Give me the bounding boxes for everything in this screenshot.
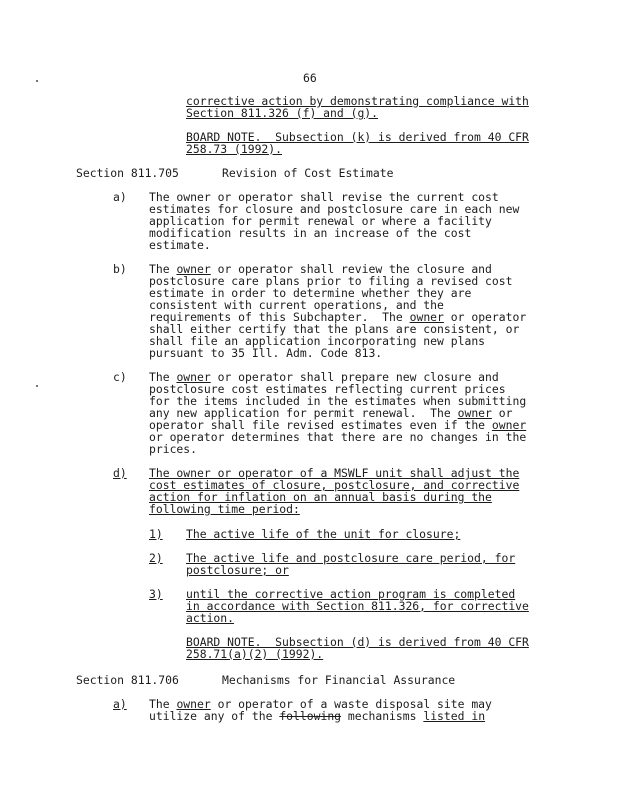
scan-speck	[36, 385, 38, 387]
subsection-line: estimate.	[149, 238, 211, 252]
subsection-line: estimates for closure and postclosure care in each new	[149, 202, 520, 216]
subsection-line: requirements of this Subchapter. The owner or operator	[149, 310, 527, 324]
page-number: 66	[303, 71, 317, 85]
list-item-text: The active life and postclosure care period, for	[186, 551, 516, 565]
subsection-line: estimate in order to determine whether they are	[149, 286, 472, 300]
list-item-label: 1)	[149, 527, 163, 541]
section-title: Mechanisms for Financial Assurance	[222, 673, 456, 687]
subsection-line: The owner or operator of a waste disposal site may	[149, 697, 492, 711]
section-number: Section 811.705	[76, 166, 179, 180]
subsection-line: following time period:	[149, 502, 300, 516]
board-note-line: BOARD NOTE. Subsection (d) is derived from 40 CFR	[186, 635, 529, 649]
subsection-label: b)	[113, 262, 127, 276]
list-item-text: until the corrective action program is completed	[186, 587, 516, 601]
continued-line: corrective action by demonstrating compliance with	[186, 94, 529, 108]
subsection-line: operator shall file revised estimates even if the owner	[149, 418, 527, 432]
subsection-line: The owner or operator shall review the closure and	[149, 262, 492, 276]
subsection-line: consistent with current operations, and the	[149, 298, 444, 312]
subsection-line: pursuant to 35 Ill. Adm. Code 813.	[149, 346, 383, 360]
list-item-label: 3)	[149, 587, 163, 601]
board-note-line: 258.73 (1992).	[186, 142, 283, 156]
list-item-text: The active life of the unit for closure;	[186, 527, 461, 541]
subsection-line: The owner or operator of a MSWLF unit shall adjust the	[149, 466, 520, 480]
subsection-line: shall file an application incorporating new plans	[149, 334, 486, 348]
board-note-line: 258.71(a)(2) (1992).	[186, 647, 324, 661]
subsection-line: postclosure care plans prior to filing a revised cost	[149, 274, 513, 288]
subsection-line: cost estimates of closure, postclosure, and corrective	[149, 478, 520, 492]
subsection-line: utilize any of the following mechanisms listed in	[149, 709, 486, 723]
list-item-text: postclosure; or	[186, 563, 289, 577]
board-note-line: BOARD NOTE. Subsection (k) is derived from 40 CFR	[186, 130, 529, 144]
subsection-line: prices.	[149, 442, 198, 456]
list-item-text: action.	[186, 611, 235, 625]
subsection-line: modification results in an increase of the cost	[149, 226, 472, 240]
scan-speck	[36, 80, 38, 82]
subsection-line: The owner or operator shall prepare new closure and	[149, 370, 499, 384]
section-number: Section 811.706	[76, 673, 179, 687]
subsection-label: a)	[113, 697, 127, 711]
subsection-line: or operator determines that there are no changes in the	[149, 430, 527, 444]
subsection-label: c)	[113, 370, 127, 384]
section-title: Revision of Cost Estimate	[222, 166, 394, 180]
subsection-line: any new application for permit renewal. The owner or	[149, 406, 513, 420]
list-item-text: in accordance with Section 811.326, for corrective	[186, 599, 529, 613]
subsection-line: postclosure cost estimates reflecting current prices	[149, 382, 506, 396]
subsection-line: action for inflation on an annual basis during the	[149, 490, 492, 504]
subsection-label: a)	[113, 190, 127, 204]
subsection-line: for the items included in the estimates when submitting	[149, 394, 527, 408]
subsection-label: d)	[113, 466, 127, 480]
continued-line: Section 811.326 (f) and (g).	[186, 106, 379, 120]
subsection-line: shall either certify that the plans are consistent, or	[149, 322, 520, 336]
subsection-line: application for permit renewal or where a facility	[149, 214, 492, 228]
list-item-label: 2)	[149, 551, 163, 565]
subsection-line: The owner or operator shall revise the current cost	[149, 190, 499, 204]
